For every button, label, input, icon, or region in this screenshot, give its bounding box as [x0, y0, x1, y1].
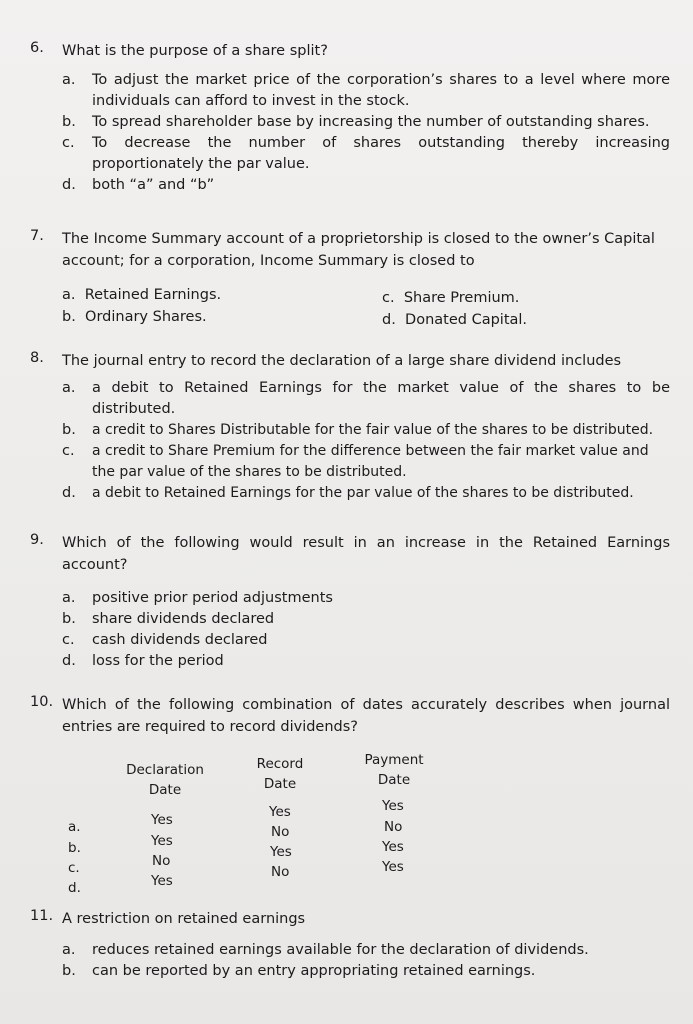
- option-b: [62, 420, 670, 441]
- option-label: b.: [62, 963, 76, 979]
- payment-cell: Yes: [382, 798, 404, 814]
- option-c: [62, 630, 670, 651]
- declaration-cell: Yes: [151, 812, 173, 828]
- question-6: [30, 40, 670, 196]
- row-label: c.: [68, 860, 80, 876]
- question-7: [30, 228, 670, 330]
- declaration-cell: Yes: [151, 833, 173, 849]
- option-text: reduces retained earnings available for the declaration of dividends.: [92, 942, 589, 958]
- option-text: a debit to Retained Earnings for the par value of the shares to be distributed.: [92, 485, 634, 501]
- option-d: [62, 483, 670, 504]
- question-text: The journal entry to record the declaration of a large share dividend includes: [62, 353, 622, 369]
- option-text: share dividends declared: [92, 611, 275, 627]
- option-label: d.: [62, 485, 76, 501]
- option-label: b.: [62, 114, 76, 130]
- question-text: What is the purpose of a share split?: [62, 43, 328, 59]
- record-cell: No: [271, 824, 290, 840]
- option-b: [62, 112, 670, 133]
- option-text: loss for the period: [92, 653, 224, 669]
- option-label: d.: [382, 312, 396, 328]
- option-a: [62, 588, 670, 609]
- option-text: both “a” and “b”: [92, 177, 215, 193]
- option-c: [62, 441, 670, 483]
- question-8: [30, 350, 670, 504]
- question-number: 11.: [30, 908, 54, 924]
- option-label: c.: [62, 632, 75, 648]
- option-label: b.: [62, 611, 76, 627]
- question-number: 8.: [30, 350, 44, 366]
- option-label: a.: [62, 72, 76, 88]
- option-text: Retained Earnings.: [84, 287, 222, 303]
- option-text: Donated Capital.: [405, 312, 528, 328]
- record-cell: No: [271, 864, 290, 880]
- question-text: Which of the following combination of dates accurately describes when journal entries are required to record dividends?: [62, 697, 670, 735]
- option-b: [62, 961, 670, 982]
- row-label: a.: [68, 819, 81, 835]
- option-d: [62, 175, 670, 196]
- option-text: cash dividends declared: [92, 632, 268, 648]
- question-number: 10.: [30, 694, 54, 710]
- option-c: [382, 287, 519, 309]
- option-text: a credit to Shares Distributable for the fair value of the shares to be distributed.: [92, 422, 654, 438]
- option-c: [62, 133, 670, 175]
- option-label: d.: [62, 653, 76, 669]
- option-label: b.: [62, 309, 76, 325]
- option-label: c.: [62, 135, 75, 151]
- option-label: c.: [382, 290, 395, 306]
- option-text: can be reported by an entry appropriating retained earnings.: [92, 963, 536, 979]
- question-9: [30, 532, 670, 672]
- option-b: [62, 306, 207, 328]
- payment-cell: Yes: [382, 839, 404, 855]
- row-label: d.: [68, 880, 81, 896]
- option-label: a.: [62, 942, 76, 958]
- payment-cell: Yes: [382, 859, 404, 875]
- option-text: Share Premium.: [403, 290, 520, 306]
- option-text: To decrease the number of shares outstanding thereby increasing proportionately the par value.: [92, 135, 670, 172]
- option-text: To adjust the market price of the corporation’s shares to a level where more individuals can afford to invest in the stock.: [92, 72, 670, 109]
- declaration-cell: No: [152, 853, 171, 869]
- record-cell: Yes: [269, 804, 291, 820]
- question-number: 9.: [30, 532, 44, 548]
- question-11: [30, 908, 670, 982]
- option-a: [62, 378, 670, 420]
- question-10: [30, 694, 670, 894]
- option-d: [62, 651, 670, 672]
- question-text: Which of the following would result in an increase in the Retained Earnings account?: [62, 535, 670, 573]
- option-label: d.: [62, 177, 76, 193]
- option-text: Ordinary Shares.: [85, 309, 207, 325]
- option-label: b.: [62, 422, 76, 438]
- option-d: [382, 309, 527, 331]
- question-text: A restriction on retained earnings: [62, 911, 306, 927]
- question-number: 6.: [30, 40, 44, 56]
- question-text: The Income Summary account of a proprietorship is closed to the owner’s Capital account; for a corporation, Income Summary is closed to: [62, 231, 655, 269]
- row-label: b.: [68, 840, 81, 856]
- column-header-declaration: Declaration Date: [126, 762, 204, 798]
- option-a: [62, 940, 670, 961]
- option-label: c.: [62, 443, 75, 459]
- column-header-record: Record Date: [256, 756, 304, 792]
- option-text: a debit to Retained Earnings for the market value of the shares to be distributed.: [92, 380, 670, 417]
- record-cell: Yes: [270, 844, 292, 860]
- column-header-payment: Payment Date: [364, 752, 424, 788]
- declaration-cell: Yes: [151, 873, 173, 889]
- option-a: [62, 70, 670, 112]
- option-columns: [62, 284, 670, 330]
- option-label: a.: [62, 287, 76, 303]
- option-label: a.: [62, 590, 76, 606]
- option-text: To spread shareholder base by increasing the number of outstanding shares.: [92, 114, 650, 130]
- option-a: [62, 284, 221, 306]
- option-text: positive prior period adjustments: [92, 590, 333, 606]
- question-number: 7.: [30, 228, 44, 244]
- option-b: [62, 609, 670, 630]
- option-text: a credit to Share Premium for the difference between the fair market value and the par value of the shares to be distributed.: [92, 443, 649, 480]
- payment-cell: No: [384, 819, 403, 835]
- option-label: a.: [62, 380, 76, 396]
